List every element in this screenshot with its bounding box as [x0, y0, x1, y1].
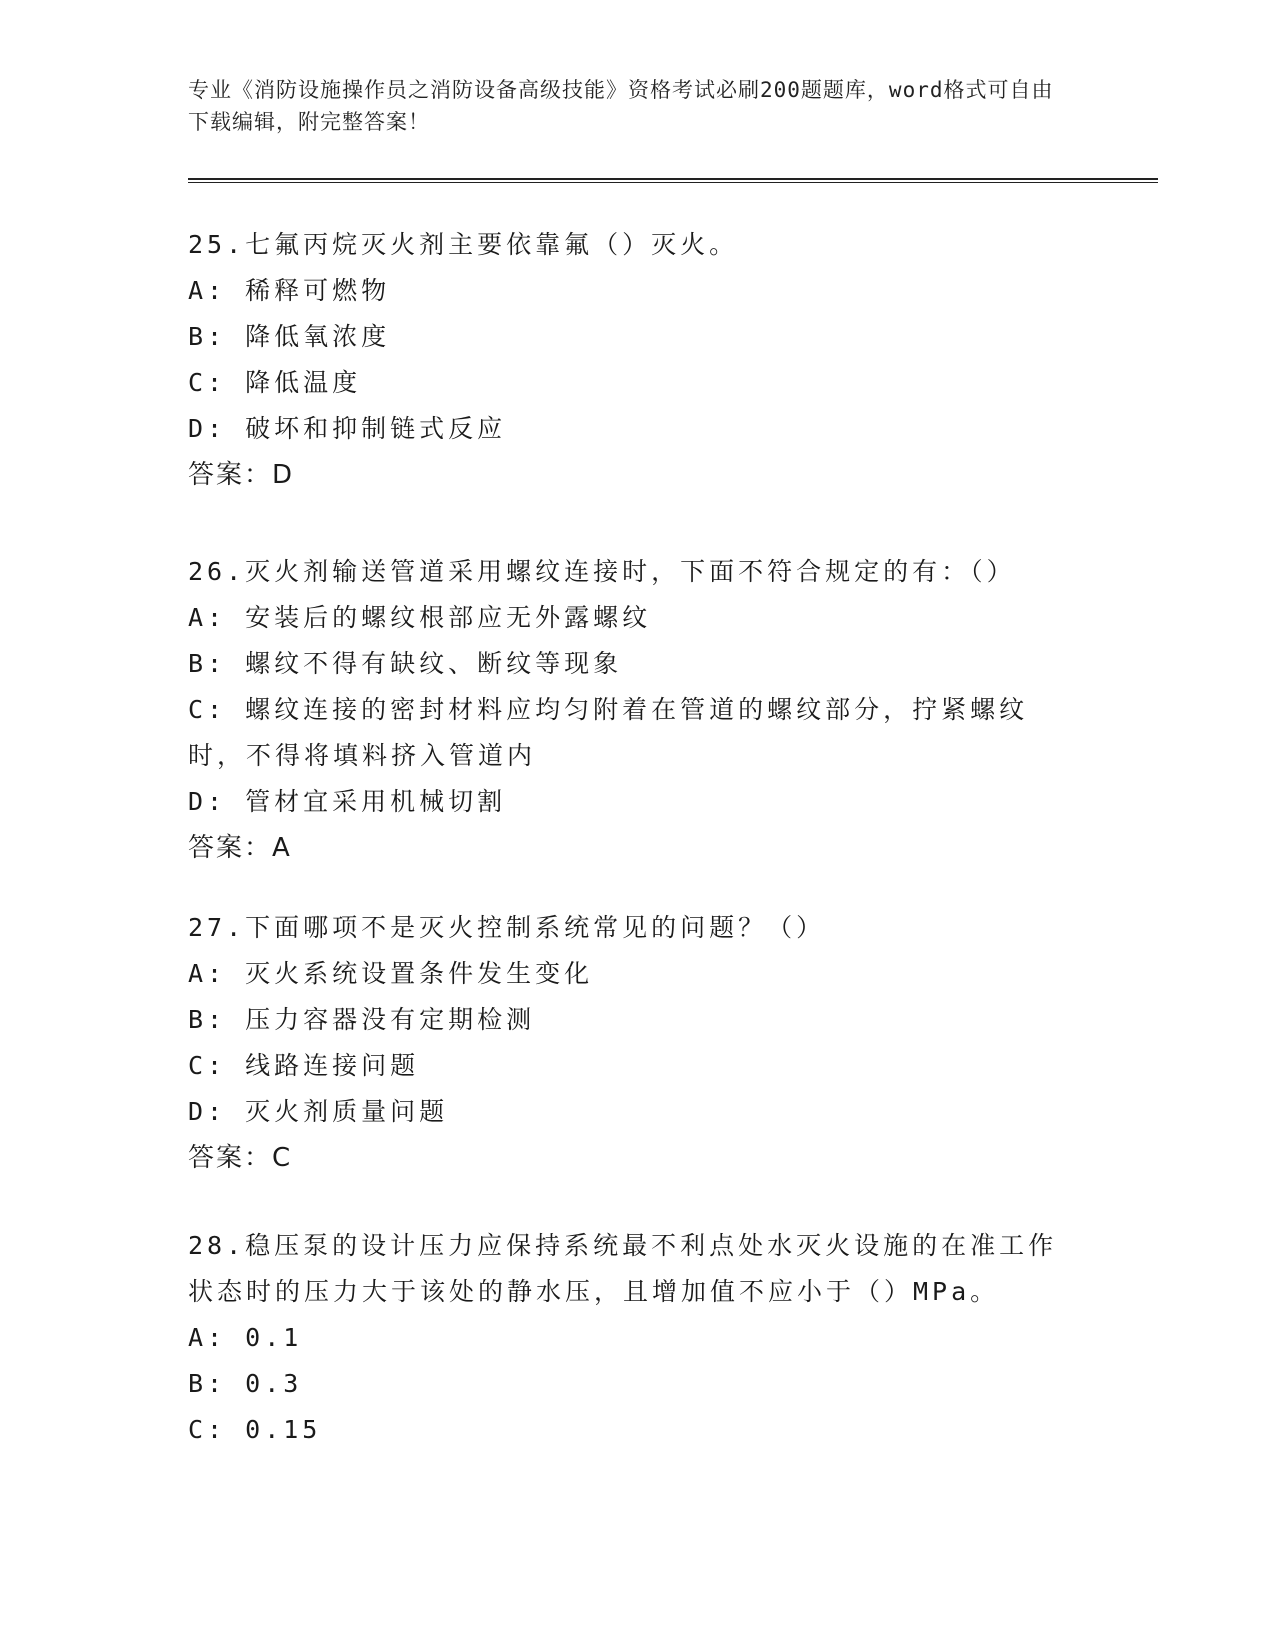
option-d: D: 管材宜采用机械切割: [188, 787, 507, 816]
question-block-28: [188, 1223, 1088, 1453]
document-header-title: 专业《消防设施操作员之消防设备高级技能》资格考试必刷200题题库，word格式可自由下载编辑，附完整答案！: [188, 78, 1054, 134]
question-block-27: [188, 905, 1088, 1181]
answer-label: 答案：A: [188, 833, 292, 863]
option-a: A: 安装后的螺纹根部应无外露螺纹: [188, 603, 652, 632]
question-block-25: [188, 222, 1088, 498]
option-d: D: 灭火剂质量问题: [188, 1097, 449, 1126]
answer-label: 答案：D: [188, 460, 295, 490]
question-stem: 27.下面哪项不是灭火控制系统常见的问题？（）: [188, 913, 826, 942]
question-stem: 25.七氟丙烷灭火剂主要依靠氟（）灭火。: [188, 230, 739, 259]
header-divider: [188, 178, 1158, 183]
answer-label: 答案：C: [188, 1143, 293, 1173]
option-b: B: 0.3: [188, 1369, 303, 1398]
question-block-26: [188, 549, 1088, 871]
option-c: C: 降低温度: [188, 368, 362, 397]
option-c: C: 螺纹连接的密封材料应均匀附着在管道的螺纹部分，拧紧螺纹时，不得将填料挤入管道内: [188, 695, 1029, 770]
option-a: A: 稀释可燃物: [188, 276, 391, 305]
option-a: A: 0.1: [188, 1323, 303, 1352]
option-b: B: 压力容器没有定期检测: [188, 1005, 536, 1034]
question-stem: 28.稳压泵的设计压力应保持系统最不利点处水灭火设施的在准工作状态时的压力大于该处的静水压，且增加值不应小于（）MPa。: [188, 1231, 1058, 1306]
question-stem: 26.灭火剂输送管道采用螺纹连接时，下面不符合规定的有：（）: [188, 557, 1016, 586]
option-d: D: 破坏和抑制链式反应: [188, 414, 507, 443]
option-c: C: 线路连接问题: [188, 1051, 420, 1080]
option-a: A: 灭火系统设置条件发生变化: [188, 959, 594, 988]
option-b: B: 螺纹不得有缺纹、断纹等现象: [188, 649, 623, 678]
option-c: C: 0.15: [188, 1415, 322, 1444]
option-b: B: 降低氧浓度: [188, 322, 391, 351]
